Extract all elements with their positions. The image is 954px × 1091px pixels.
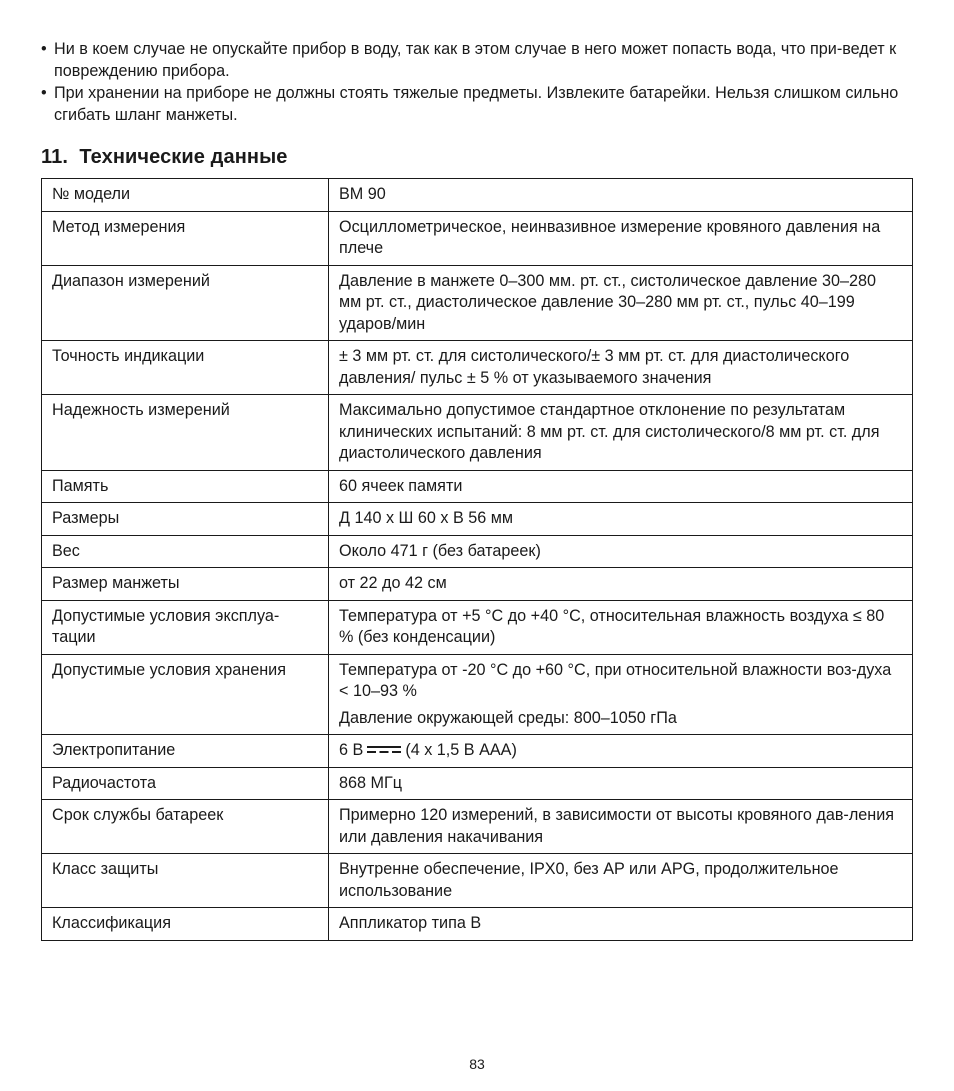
spec-label: Точность индикации (42, 341, 329, 395)
spec-label: № модели (42, 179, 329, 212)
bullet-dot: • (41, 40, 47, 58)
spec-value: 6 В (339, 741, 364, 759)
spec-value: BM 90 (329, 179, 913, 212)
table-row (42, 854, 913, 908)
dc-current-icon (367, 745, 401, 754)
spec-label: Радиочастота (42, 767, 329, 800)
spec-value: Температура от -20 °C до +60 °C, при относительной влажности воз-духа < 10–93 % (339, 660, 892, 700)
table-row (42, 800, 913, 854)
spec-label: Допустимые условия хранения (42, 654, 329, 735)
spec-label: Классификация (42, 908, 329, 941)
spec-label: Вес (42, 535, 329, 568)
spec-value: Д 140 x Ш 60 x В 56 мм (329, 503, 913, 536)
spec-value: Примерно 120 измерений, в зависимости от высоты кровяного дав-ления или давления накачивания (329, 800, 913, 854)
bullet-text: Ни в коем случае не опускайте прибор в воду, так как в этом случае в него может попасть вода, что при-ведет к повреждению прибора. (54, 40, 897, 80)
spec-value: Осциллометрическое, неинвазивное измерение кровяного давления на плече (329, 211, 913, 265)
spec-value: ± 3 мм рт. ст. для систолического/± 3 мм рт. ст. для диастолического давления/ пульс ± 5 % от указываемого значения (329, 341, 913, 395)
bullet-dot: • (41, 84, 47, 102)
table-row (42, 179, 913, 212)
table-row (42, 535, 913, 568)
spec-value: Около 471 г (без батареек) (329, 535, 913, 568)
spec-value-cell (329, 654, 913, 735)
spec-label: Электропитание (42, 735, 329, 768)
bullet-item (41, 82, 913, 126)
table-row (42, 395, 913, 471)
spec-value: 868 МГц (329, 767, 913, 800)
table-row (42, 767, 913, 800)
page-number: 83 (469, 1056, 485, 1072)
spec-value: 60 ячеек памяти (329, 470, 913, 503)
spec-value: Давление в манжете 0–300 мм. рт. ст., систолическое давление 30–280 мм рт. ст., диастолическое давление 30–280 мм рт. ст., пульс 40–199 ударов/мин (329, 265, 913, 341)
spec-label: Память (42, 470, 329, 503)
table-row (42, 735, 913, 768)
table-row (42, 654, 913, 735)
spec-value: Температура от +5 °C до +40 °C, относительная влажность воздуха ≤ 80 % (без конденсации) (329, 600, 913, 654)
bullet-text: При хранении на приборе не должны стоять тяжелые предметы. Извлеките батарейки. Нельзя слишком сильно сгибать шланг манжеты. (54, 84, 899, 124)
spec-label: Срок службы батареек (42, 800, 329, 854)
table-row (42, 265, 913, 341)
table-row (42, 600, 913, 654)
section-heading (41, 146, 287, 169)
spec-value-suffix: (4 x 1,5 В AAA) (405, 741, 517, 759)
spec-label: Диапазон измерений (42, 265, 329, 341)
section-title: Технические данные (79, 146, 288, 168)
spec-label: Размер манжеты (42, 568, 329, 601)
section-number: 11. (41, 146, 68, 168)
table-row (42, 908, 913, 941)
spec-label: Надежность измерений (42, 395, 329, 471)
specs-table (41, 178, 913, 941)
spec-value-extra: Давление окружающей среды: 800–1050 гПа (339, 708, 677, 727)
spec-label: Класс защиты (42, 854, 329, 908)
spec-value: от 22 до 42 см (329, 568, 913, 601)
table-row (42, 211, 913, 265)
table-row (42, 470, 913, 503)
bullet-list (41, 38, 913, 126)
spec-value-cell (329, 735, 913, 768)
spec-label: Допустимые условия эксплуа-тации (42, 600, 329, 654)
spec-value: Внутренне обеспечение, IPX0, без AP или APG, продолжительное использование (329, 854, 913, 908)
bullet-item (41, 38, 913, 82)
spec-value: Максимально допустимое стандартное отклонение по результатам клинических испытаний: 8 мм рт. ст. для систолического/8 мм рт. ст. для диастолического давления (329, 395, 913, 471)
table-row (42, 568, 913, 601)
spec-label: Метод измерения (42, 211, 329, 265)
spec-label: Размеры (42, 503, 329, 536)
table-row (42, 503, 913, 536)
table-row (42, 341, 913, 395)
spec-value: Аппликатор типа B (329, 908, 913, 941)
